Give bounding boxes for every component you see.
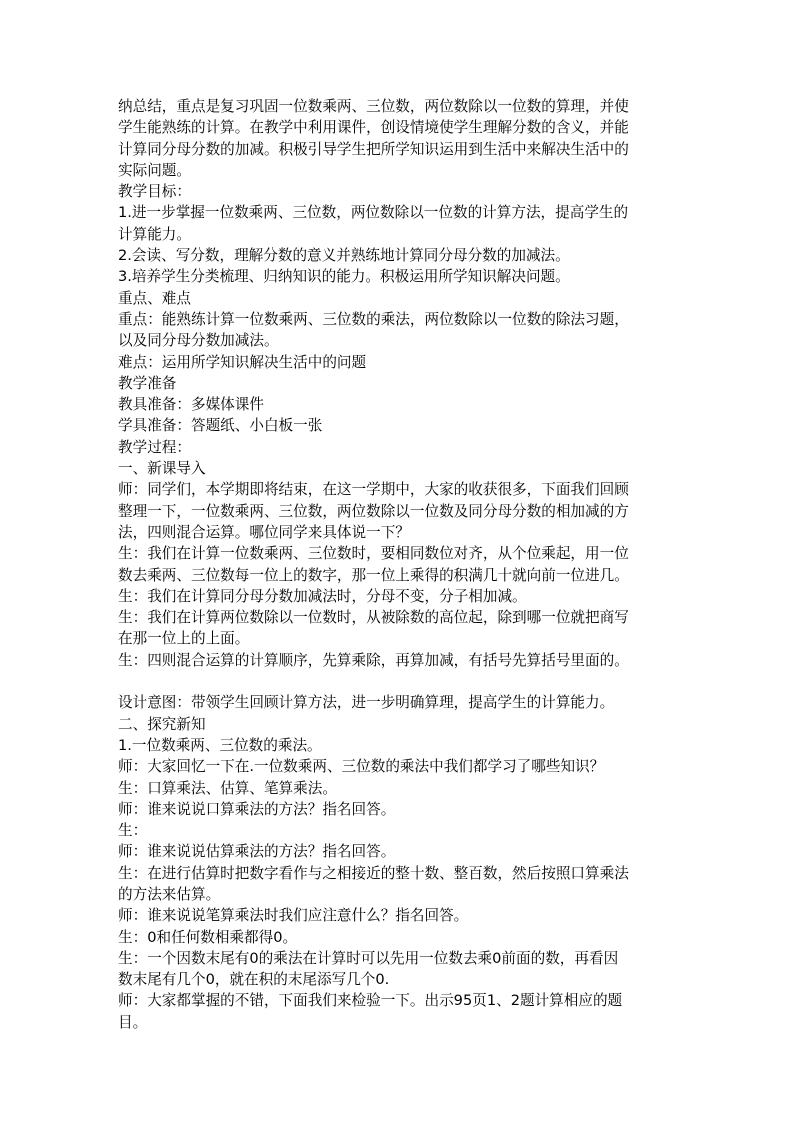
section-heading: 教学过程：	[118, 438, 191, 456]
text-line: 的方法来估算。	[118, 885, 221, 903]
text-line: 生：在进行估算时把数字看作与之相接近的整十数、整百数，然后按照口算乘法	[118, 864, 629, 882]
blank-line	[118, 671, 684, 692]
text-line: 设计意图：带领学生回顾计算方法，进一步明确算理，提高学生的计算能力。	[118, 694, 615, 712]
text-line: 目。	[118, 1013, 148, 1031]
text-line: 师：谁来说说笔算乘法时我们应注意什么？指名回答。	[118, 907, 469, 925]
text-line: 生：我们在计算两位数除以一位数时，从被除数的高位起，除到哪一位就把商写	[118, 609, 629, 627]
text-line: 计算同分母分数的加减。积极引导学生把所学知识运用到生活中来解决生活中的	[118, 140, 629, 158]
text-line: 法，四则混合运算。哪位同学来具体说一下？	[118, 523, 410, 541]
text-line: 师：大家都掌握的不错，下面我们来检验一下。出示95页1、2题计算相应的题	[118, 992, 623, 1010]
text-line: 数去乘两、三位数每一位上的数字，那一位上乘得的积满几十就向前一位进几。	[118, 566, 629, 584]
text-line: 学生能熟练的计算。在教学中利用课件，创设情境使学生理解分数的含义，并能	[118, 119, 629, 137]
text-line: 学具准备：答题纸、小白板一张	[118, 417, 323, 435]
text-line: 在那一位上的上面。	[118, 630, 250, 648]
text-line: 以及同分母分数加减法。	[118, 332, 279, 350]
document-page	[118, 96, 684, 1033]
section-heading: 教学目标：	[118, 183, 191, 201]
text-line: 计算能力。	[118, 225, 191, 243]
section-heading: 二、探究新知	[118, 715, 206, 733]
text-line: 2.会读、写分数，理解分数的意义并熟练地计算同分母分数的加减法。	[118, 247, 570, 265]
text-line: 难点：运用所学知识解决生活中的问题	[118, 353, 367, 371]
text-line: 生：我们在计算同分母分数加减法时，分母不变，分子相加减。	[118, 587, 527, 605]
text-line: 师：大家回忆一下在.一位数乘两、三位数的乘法中我们都学习了哪些知识？	[118, 758, 605, 776]
text-line: 生：	[118, 822, 148, 840]
text-line: 1.进一步掌握一位数乘两、三位数，两位数除以一位数的计算方法，提高学生的	[118, 204, 629, 222]
text-line: 生：四则混合运算的计算顺序，先算乘除，再算加减，有括号先算括号里面的。	[118, 651, 629, 669]
text-line: 1.一位数乘两、三位数的乘法。	[118, 736, 322, 754]
section-heading: 教学准备	[118, 374, 177, 392]
text-line: 整理一下，一位数乘两、三位数，两位数除以一位数及同分母分数的相加减的方	[118, 502, 629, 520]
text-line: 生：我们在计算一位数乘两、三位数时，要相同数位对齐，从个位乘起，用一位	[118, 545, 629, 563]
text-line: 教具准备：多媒体课件	[118, 396, 264, 414]
text-line: 实际问题。	[118, 161, 191, 179]
section-heading: 一、新课导入	[118, 460, 206, 478]
text-line: 重点：能熟练计算一位数乘两、三位数的乘法，两位数除以一位数的除法习题，	[118, 310, 629, 328]
text-line: 师：谁来说说口算乘法的方法？指名回答。	[118, 800, 396, 818]
text-line: 纳总结，重点是复习巩固一位数乘两、三位数，两位数除以一位数的算理，并使	[118, 98, 629, 115]
text-line: 师：谁来说说估算乘法的方法？指名回答。	[118, 843, 396, 861]
text-line: 生：口算乘法、估算、笔算乘法。	[118, 779, 337, 797]
section-heading: 重点、难点	[118, 289, 191, 307]
text-line: 数末尾有几个0，就在积的末尾添写几个0.	[118, 971, 390, 989]
text-line: 生：0和任何数相乘都得0。	[118, 928, 298, 946]
text-line: 生：一个因数末尾有0的乘法在计算时可以先用一位数去乘0前面的数，再看因	[118, 949, 619, 967]
text-line: 3.培养学生分类梳理、归纳知识的能力。积极运用所学知识解决问题。	[118, 268, 570, 286]
text-line: 师：同学们，本学期即将结束，在这一学期中，大家的收获很多，下面我们回顾	[118, 481, 629, 499]
